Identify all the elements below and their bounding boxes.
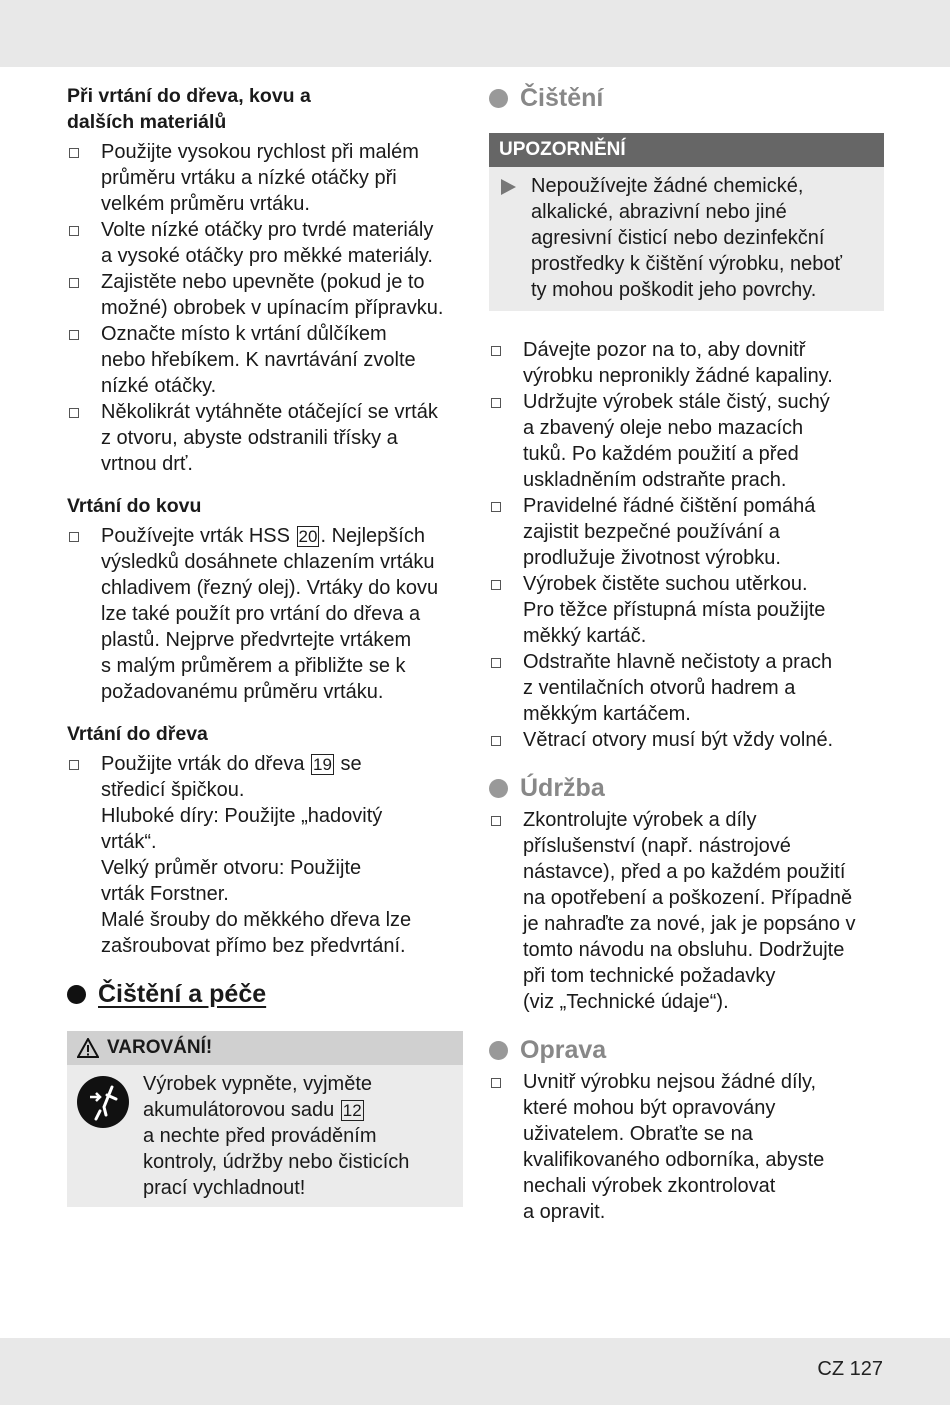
text-line: zašroubovat přímo bez předvrtání.	[101, 935, 406, 957]
text-line: vrták“.	[101, 831, 157, 853]
item-line: Použijte vysokou rychlost při malém	[101, 141, 419, 163]
item-line: na opotřebení a poškození. Případně	[523, 887, 853, 909]
text-line: Malé šrouby do měkkého dřeva lze	[101, 909, 412, 931]
item-line: Několikrát vytáhněte otáčející se vrták	[101, 401, 438, 423]
item-line: nechali výrobek zkontrolovat	[523, 1175, 776, 1197]
part-ref-badge: 12	[342, 1101, 362, 1120]
heading-cleaning-care	[67, 979, 463, 1009]
bullet-dot-icon	[67, 985, 86, 1004]
heading-text: Údržba	[520, 774, 605, 802]
checkbox-bullet-icon	[69, 278, 79, 288]
warning-lines	[143, 1123, 453, 1201]
checkbox-bullet-icon	[69, 532, 79, 542]
item-line: a vysoké otáčky pro měkké materiály.	[101, 245, 433, 267]
bullet-dot-icon	[489, 89, 508, 108]
text-line: lze také použít pro vrtání do dřeva a	[101, 603, 421, 625]
notice-body	[489, 167, 884, 311]
checkbox-bullet-icon	[491, 580, 501, 590]
item-line: (viz „Technické údaje“).	[523, 991, 729, 1013]
item-line: Uvnitř výrobku nejsou žádné díly,	[523, 1071, 817, 1093]
item-line: nebo hřebíkem. K navrtávání zvolte	[101, 349, 416, 371]
heading-maintenance	[489, 773, 884, 803]
item-line: Zkontrolujte výrobek a díly	[523, 809, 757, 831]
warning-text: akumulátorovou sadu	[143, 1099, 335, 1121]
item-line: Označte místo k vrtání důlčíkem	[101, 323, 387, 345]
notice-lines	[531, 173, 874, 303]
heading-repair	[489, 1035, 884, 1065]
item-line: tuků. Po každém použití a před	[523, 443, 799, 465]
checkbox-bullet-icon	[491, 1078, 501, 1088]
list-item	[67, 523, 463, 705]
checkbox-bullet-icon	[69, 148, 79, 158]
warning-label: VAROVÁNÍ!	[107, 1037, 213, 1058]
bottom-band	[0, 1338, 950, 1405]
list-item	[67, 751, 463, 959]
warning-line: Výrobek vypněte, vyjměte	[143, 1073, 372, 1095]
warning-header	[67, 1031, 463, 1065]
text-line: požadovanému průměru vrtáku.	[101, 681, 384, 703]
list-item	[489, 337, 884, 389]
item-line: vrtnou drť.	[101, 453, 193, 475]
item-line: které mohou být opravovány	[523, 1097, 776, 1119]
item-line: nízké otáčky.	[101, 375, 217, 397]
list-item	[67, 139, 463, 217]
materials-list	[67, 139, 463, 477]
item-line: je nahraďte za nové, jak je popsáno v	[523, 913, 856, 935]
right-column	[489, 83, 884, 1225]
list-item	[67, 269, 463, 321]
subhead-line: Při vrtání do dřeva, kovu a	[67, 85, 311, 107]
item-line: uskladněním odstraňte prach.	[523, 469, 787, 491]
subhead-materials	[67, 83, 463, 135]
list-item	[67, 217, 463, 269]
item-line: z otvoru, abyste odstranili třísky a	[101, 427, 398, 449]
checkbox-bullet-icon	[491, 658, 501, 668]
item-text: Použijte vrták do dřeva	[101, 753, 305, 775]
text-line: a nechte před prováděním	[143, 1125, 377, 1147]
arrow-bullet-icon	[501, 179, 516, 195]
item-line: velkém průměru vrtáku.	[101, 193, 310, 215]
cleaning-list	[489, 337, 884, 753]
section-metal	[67, 493, 463, 705]
left-column	[67, 83, 463, 1207]
checkbox-bullet-icon	[69, 408, 79, 418]
list-item	[489, 1069, 884, 1225]
checkbox-bullet-icon	[491, 816, 501, 826]
item-line: průměru vrtáku a nízké otáčky při	[101, 167, 397, 189]
subhead-wood: Vrtání do dřeva	[67, 723, 208, 745]
bullet-dot-icon	[489, 779, 508, 798]
text-line: prací vychladnout!	[143, 1177, 306, 1199]
item-line: tomto návodu na obsluhu. Dodržujte	[523, 939, 845, 961]
list-item	[489, 807, 884, 1015]
item-lines	[101, 777, 463, 959]
text-line: Velký průměr otvoru: Použijte	[101, 857, 362, 879]
item-line: příslušenství (např. nástrojové	[523, 835, 791, 857]
text-line: agresivní čisticí nebo dezinfekční	[531, 227, 825, 249]
item-line: měkkým kartáčem.	[523, 703, 691, 725]
list-item	[489, 727, 884, 753]
item-text: Používejte vrták HSS	[101, 525, 290, 547]
subhead-line: dalších materiálů	[67, 111, 227, 133]
heading-text: Čištění a péče	[98, 980, 267, 1008]
text-line: plastů. Nejprve předvrtejte vrtákem	[101, 629, 412, 651]
part-ref-badge: 19	[313, 755, 332, 774]
item-line: Volte nízké otáčky pro tvrdé materiály	[101, 219, 434, 241]
subhead-metal: Vrtání do kovu	[67, 495, 202, 517]
item-text: . Nejlepších	[320, 525, 425, 547]
section-wood	[67, 721, 463, 959]
warning-box	[67, 1031, 463, 1207]
item-line: uživatelem. Obraťte se na	[523, 1123, 753, 1145]
top-band	[0, 0, 950, 67]
item-line: Pravidelné řádné čištění pomáhá	[523, 495, 816, 517]
item-line: Odstraňte hlavně nečistoty a prach	[523, 651, 833, 673]
warning-body	[67, 1065, 463, 1207]
item-line: Zajistěte nebo upevněte (pokud je to	[101, 271, 425, 293]
text-line: alkalické, abrazivní nebo jiné	[531, 201, 787, 223]
item-line: zajistit bezpečné používání a	[523, 521, 780, 543]
item-line: a opravit.	[523, 1201, 606, 1223]
repair-list	[489, 1069, 884, 1225]
list-item	[67, 399, 463, 477]
item-line: Výrobek čistěte suchou utěrkou.	[523, 573, 808, 595]
item-line: z ventilačních otvorů hadrem a	[523, 677, 796, 699]
item-line: Větrací otvory musí být vždy volné.	[523, 729, 834, 751]
list-item	[489, 649, 884, 727]
notice-header: UPOZORNĚNÍ	[489, 133, 884, 167]
item-lines	[101, 549, 463, 705]
text-line: chladivem (řezný olej). Vrtáky do kovu	[101, 577, 439, 599]
item-line: Udržujte výrobek stále čistý, suchý	[523, 391, 830, 413]
checkbox-bullet-icon	[69, 226, 79, 236]
maintenance-list	[489, 807, 884, 1015]
text-line: Nepoužívejte žádné chemické,	[531, 175, 804, 197]
item-line: měkký kartáč.	[523, 625, 647, 647]
wood-list	[67, 751, 463, 959]
list-item	[489, 493, 884, 571]
text-line: kontroly, údržby nebo čisticích	[143, 1151, 410, 1173]
list-item	[67, 321, 463, 399]
warning-line	[143, 1097, 453, 1123]
checkbox-bullet-icon	[491, 736, 501, 746]
item-line: možné) obrobek v upínacím přípravku.	[101, 297, 444, 319]
text-line: středicí špičkou.	[101, 779, 245, 801]
text-line: Hluboké díry: Použijte „hadovitý	[101, 805, 383, 827]
unplug-icon	[76, 1075, 130, 1129]
item-line: kvalifikovaného odborníka, abyste	[523, 1149, 825, 1171]
checkbox-bullet-icon	[69, 760, 79, 770]
part-ref-badge: 20	[298, 527, 318, 546]
checkbox-bullet-icon	[491, 502, 501, 512]
text-line: ty mohou poškodit jeho povrchy.	[531, 279, 817, 301]
item-line: prodlužuje životnost výrobku.	[523, 547, 781, 569]
text-line: vrták Forstner.	[101, 883, 229, 905]
text-line: prostředky k čištění výrobku, neboť	[531, 253, 842, 275]
page-number: CZ 127	[817, 1358, 883, 1380]
notice-box	[489, 133, 884, 311]
heading-text: Čištění	[520, 84, 604, 112]
heading-text: Oprava	[520, 1036, 607, 1064]
item-line: Pro těžce přístupná místa použijte	[523, 599, 826, 621]
bullet-dot-icon	[489, 1041, 508, 1060]
item-text: se	[340, 753, 362, 775]
warning-triangle-icon	[77, 1038, 99, 1058]
checkbox-bullet-icon	[491, 398, 501, 408]
text-line: výsledků dosáhnete chlazením vrtáku	[101, 551, 435, 573]
item-line: výrobku nepronikly žádné kapaliny.	[523, 365, 833, 387]
checkbox-bullet-icon	[491, 346, 501, 356]
list-item	[489, 389, 884, 493]
item-line: Dávejte pozor na to, aby dovnitř	[523, 339, 806, 361]
section-materials	[67, 83, 463, 477]
item-line: při tom technické požadavky	[523, 965, 776, 987]
text-line: s malým průměrem a přibližte se k	[101, 655, 406, 677]
list-item	[489, 571, 884, 649]
item-line: a zbavený oleje nebo mazacích	[523, 417, 804, 439]
item-line: nástavce), před a po každém použití	[523, 861, 846, 883]
heading-cleaning	[489, 83, 884, 113]
checkbox-bullet-icon	[69, 330, 79, 340]
metal-list	[67, 523, 463, 705]
